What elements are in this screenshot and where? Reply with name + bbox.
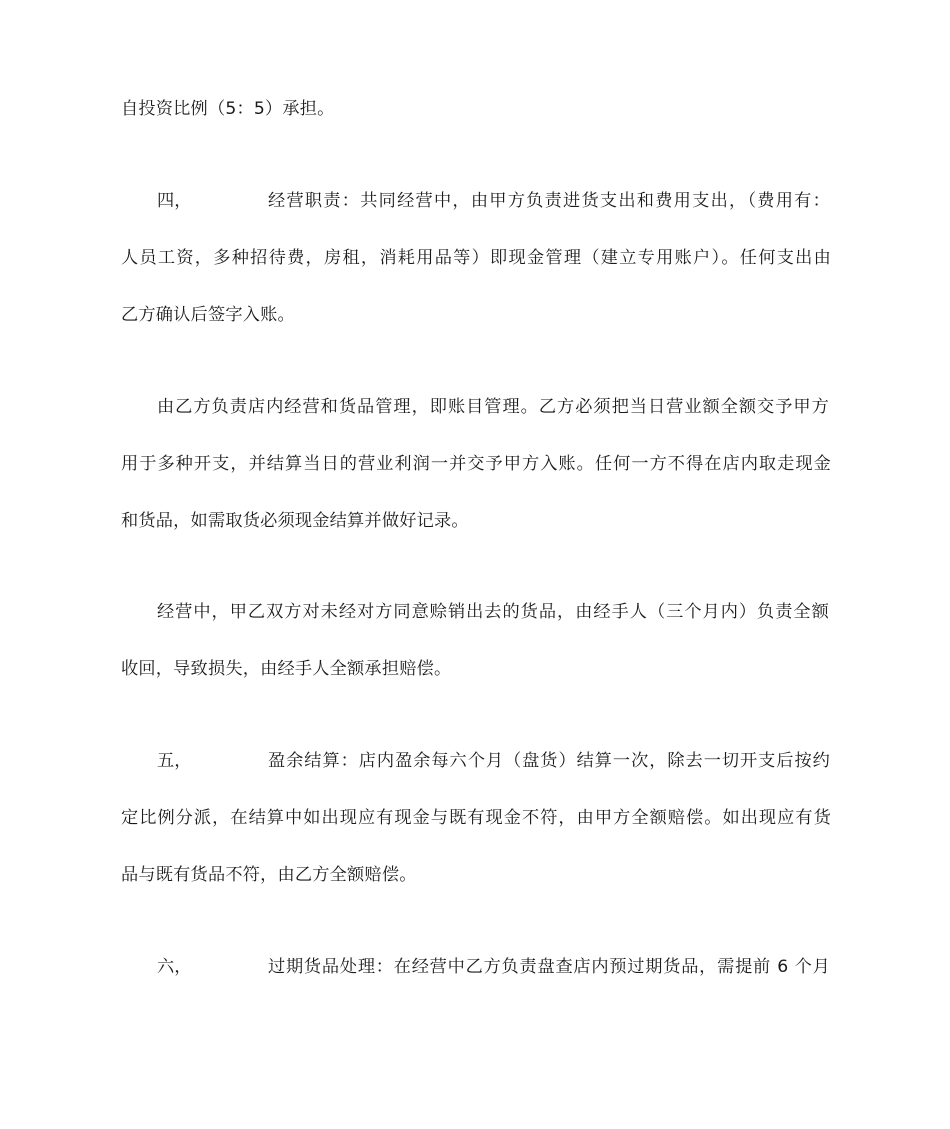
section-number: 六， [157,957,192,977]
section-number: 四， [157,191,192,211]
paragraph-line: 乙方确认后签字入账。 [121,305,295,325]
paragraph-line: 经营中，甲乙双方对未经对方同意赊销出去的货品，由经手人（三个月内）负责全额 [157,602,829,622]
section-heading-line: 经营职责：共同经营中，由甲方负责进货支出和费用支出，（费用有： [268,191,830,211]
paragraph-line: 品与既有货品不符，由乙方全额赔偿。 [121,865,417,885]
paragraph-line: 定比例分派，在结算中如出现应有现金与既有现金不符，由甲方全额赔偿。如出现应有货 [121,808,831,828]
section-number: 五， [157,751,192,771]
paragraph-line: 由乙方负责店内经营和货品管理，即账目管理。乙方必须把当日营业额全额交予甲方 [157,397,829,417]
section-heading-line: 过期货品处理：在经营中乙方负责盘查店内预过期货品，需提前 6 个月 [268,957,830,977]
paragraph-line: 收回，导致损失，由经手人全额承担赔偿。 [121,659,452,679]
paragraph-line: 和货品，如需取货必须现金结算并做好记录。 [121,511,469,531]
paragraph-line: 人员工资，多种招待费，房租，消耗用品等）即现金管理（建立专用账户）。任何支出由 [121,248,831,268]
paragraph-line: 自投资比例（5：5）承担。 [121,99,335,119]
paragraph-line: 用于多种开支，并结算当日的营业利润一并交予甲方入账。任何一方不得在店内取走现金 [121,454,831,474]
section-heading-line: 盈余结算：店内盈余每六个月（盘货）结算一次，除去一切开支后按约 [268,751,830,771]
